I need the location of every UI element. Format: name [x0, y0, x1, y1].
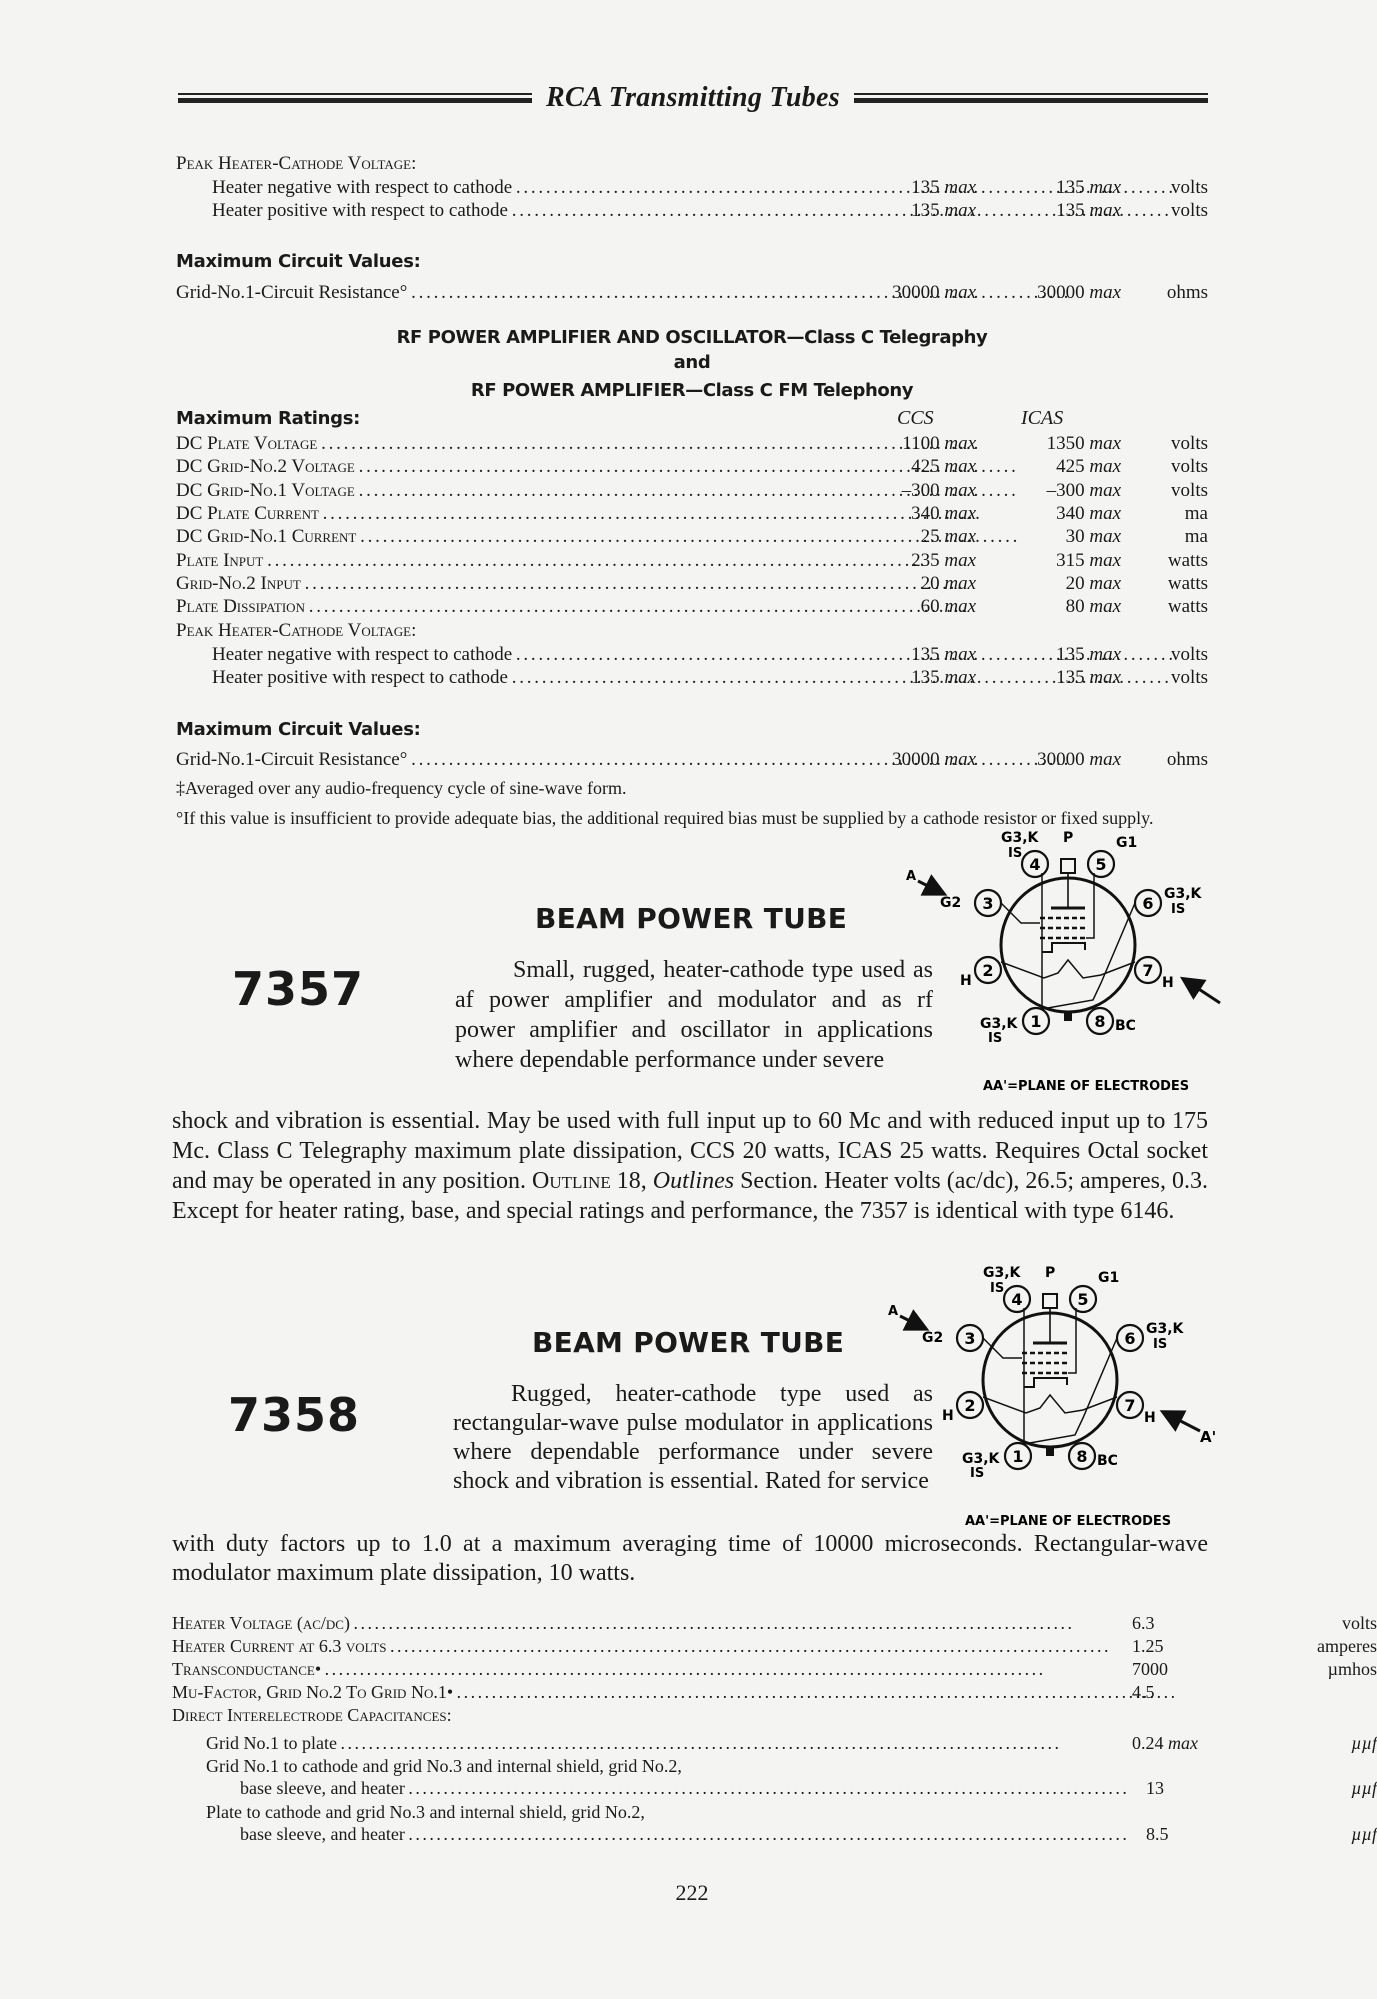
label-bc: BC	[1097, 1453, 1118, 1469]
pin-2	[975, 957, 1001, 983]
arrow-a	[900, 1316, 924, 1328]
table-row	[176, 572, 1208, 595]
peak-heading: Peak Heater-Cathode Voltage:	[176, 620, 417, 641]
ccs-value: 20 max	[920, 572, 976, 594]
unit: watts	[1167, 596, 1208, 618]
icas-value: 1350 max	[1046, 433, 1121, 454]
spec-value: 4.5	[1132, 1682, 1155, 1702]
icas-value: 340 max	[1056, 502, 1121, 524]
table-row	[176, 525, 1208, 548]
spec-value: 7000	[1132, 1659, 1168, 1679]
label-is-pin1: IS	[988, 1031, 1003, 1046]
table-row: Heater negative with respect to cathode . . . 135 max 135 max volts	[176, 176, 1208, 199]
svg-text:1: 1	[1012, 1447, 1024, 1466]
column-header-icas: ICAS	[1021, 407, 1064, 429]
table-row: Grid-No.1-Circuit Resistance° . . . 30000 max 30000 max ohms	[176, 281, 1208, 304]
capacitance-row-line1: Grid No.1 to cathode and grid No.3 and internal shield, grid No.2,	[206, 1756, 682, 1776]
arrow-a-prime	[1185, 980, 1220, 1003]
label-h-pin2: H	[960, 973, 972, 989]
label-g1: G1	[1098, 1270, 1120, 1286]
pin-7	[1117, 1392, 1143, 1418]
pin-1	[1005, 1443, 1031, 1469]
capacitance-row-line2: base sleeve, and heater . . . 13 µµf	[172, 1777, 1208, 1799]
pin-4	[1004, 1286, 1030, 1312]
rating-label: Plate Input . . .	[176, 549, 812, 572]
icas-value: 425 max	[1056, 456, 1121, 478]
table-row	[176, 455, 1208, 478]
label-plate: P	[1045, 1265, 1056, 1281]
ratings-heading: Maximum Ratings:	[176, 408, 361, 429]
rf-section-title-3: RF POWER AMPLIFIER—Class C FM Telephony	[470, 380, 914, 401]
label-g3k-pin6: G3,K	[1146, 1321, 1184, 1337]
tube-7357-number: 7357	[232, 962, 365, 1016]
running-header	[178, 78, 1208, 118]
svg-text:4: 4	[1011, 1290, 1023, 1309]
tube-7357-base-diagram	[900, 830, 1240, 1100]
pin-5	[1088, 851, 1114, 877]
svg-text:2: 2	[964, 1396, 976, 1415]
label-g3k-pin6: G3,K	[1164, 886, 1202, 902]
capacitance-row: Grid No.1 to plate . . . 0.24 max µµf	[172, 1732, 1208, 1754]
svg-text:6: 6	[1142, 894, 1154, 913]
spec-value: 6.3	[1132, 1613, 1155, 1633]
tube-7358-body: with duty factors up to 1.0 at a maximum averaging time of 10000 microseconds. Rectangular-wave modulator maximum plate dissipation, 10 watts.	[172, 1531, 1208, 1586]
svg-text:3: 3	[964, 1329, 976, 1348]
label-a: A	[888, 1304, 899, 1319]
header-rule-right	[854, 93, 1208, 103]
unit: volts	[1171, 479, 1208, 501]
table-row: Grid-No.1-Circuit Resistance° . . . 30000 max 30000 max ohms	[176, 748, 1208, 771]
table-row	[176, 479, 1208, 502]
spec-row	[172, 1612, 1377, 1634]
svg-text:7: 7	[1124, 1396, 1136, 1415]
tube-7358-title: BEAM POWER TUBE	[532, 1326, 845, 1359]
rf-section-title-1: RF POWER AMPLIFIER AND OSCILLATOR—Class C Telegraphy	[396, 327, 988, 348]
spec-label: Mu-Factor, Grid No.2 To Grid No.1• . . .	[172, 1681, 948, 1703]
spec-row	[172, 1635, 1377, 1657]
rating-label: DC Grid-No.1 Voltage . . .	[176, 479, 812, 502]
unit: watts	[1167, 549, 1208, 571]
rating-label: Plate Dissipation . . .	[176, 595, 812, 618]
table-row	[176, 549, 1208, 572]
unit: ma	[1184, 526, 1208, 548]
key	[1064, 1013, 1072, 1021]
rating-label: DC Plate Current . . .	[176, 502, 812, 525]
header-title: RCA Transmitting Tubes	[546, 82, 840, 113]
svg-text:7: 7	[1142, 961, 1154, 980]
tube-7357-title: BEAM POWER TUBE	[535, 902, 848, 935]
label-is-pin1: IS	[970, 1466, 985, 1481]
peak-heading: Peak Heater-Cathode Voltage:	[176, 153, 417, 174]
diagram-caption: AA'=PLANE OF ELECTRODES	[983, 1079, 1190, 1094]
label-g2: G2	[940, 895, 962, 911]
pin-8	[1069, 1443, 1095, 1469]
spec-label: Heater Voltage (ac/dc) . . .	[172, 1612, 948, 1634]
tube-7357-intro: Small, rugged, heater-cathode type used as af power amplifier and modulator and as rf power amplifier and oscillator in applications where dependable performance under severe	[455, 957, 933, 1073]
pin-1	[1023, 1008, 1049, 1034]
tube-7358-intro: Rugged, heater-cathode type used as rectangular-wave pulse modulator in applications where dependable performance under severe shock and vibration is essential. Rated for service	[453, 1381, 933, 1494]
ccs-value: 235 max	[911, 549, 976, 571]
svg-text:1: 1	[1030, 1012, 1042, 1031]
label-g1: G1	[1116, 835, 1138, 851]
label-g3k-pin4: G3,K	[983, 1265, 1021, 1281]
pin-4	[1022, 851, 1048, 877]
ccs-value: 25 max	[920, 526, 976, 548]
table-row: Heater positive with respect to cathode . . . 135 max 135 max volts	[176, 666, 1208, 689]
spec-label: Heater Current at 6.3 volts . . .	[172, 1635, 948, 1657]
pin-7	[1135, 957, 1161, 983]
rating-label: DC Grid-No.2 Voltage . . .	[176, 455, 812, 478]
svg-text:4: 4	[1029, 855, 1041, 874]
spec-unit: µmhos	[1327, 1659, 1377, 1679]
spec-row	[172, 1681, 1208, 1703]
pin-5	[1070, 1286, 1096, 1312]
rf-section-title-2: and	[673, 352, 711, 373]
table-row	[176, 502, 1208, 525]
plate-cap	[1043, 1294, 1057, 1308]
svg-text:8: 8	[1094, 1012, 1106, 1031]
label-h-pin2: H	[942, 1408, 954, 1424]
pin-3	[975, 890, 1001, 916]
label-g2: G2	[922, 1330, 944, 1346]
rating-label: Grid-No.2 Input . . .	[176, 572, 812, 595]
label-h-pin7: H	[1144, 1410, 1156, 1426]
spec-value: 1.25	[1132, 1636, 1164, 1656]
rating-label: DC Grid-No.1 Current . . .	[176, 525, 812, 548]
key	[1046, 1448, 1054, 1456]
unit: watts	[1167, 572, 1208, 594]
unit: ma	[1184, 502, 1208, 524]
pin-2	[957, 1392, 983, 1418]
capacitance-row-line1: Plate to cathode and grid No.3 and internal shield, grid No.2,	[206, 1802, 645, 1822]
label-is-pin6: IS	[1153, 1337, 1168, 1352]
ccs-value: 425 max	[911, 456, 976, 478]
svg-text:2: 2	[982, 961, 994, 980]
capacitances-heading: Direct Interelectrode Capacitances:	[172, 1705, 452, 1725]
svg-text:5: 5	[1077, 1290, 1089, 1309]
svg-text:6: 6	[1124, 1329, 1136, 1348]
pin-8	[1087, 1008, 1113, 1034]
capacitance-row-line2: base sleeve, and heater . . . 8.5 µµf	[172, 1823, 1208, 1845]
icas-value: 80 max	[1065, 596, 1121, 618]
svg-text:5: 5	[1095, 855, 1107, 874]
label-is-pin6: IS	[1171, 902, 1186, 917]
table-row	[176, 432, 1208, 455]
rating-label: DC Plate Voltage . . .	[176, 432, 812, 455]
unit: volts	[1171, 433, 1208, 454]
tube-7358-number: 7358	[228, 1388, 361, 1442]
label-g3k-pin1: G3,K	[980, 1016, 1018, 1032]
pin-6	[1135, 890, 1161, 916]
label-g3k-pin1: G3,K	[962, 1451, 1000, 1467]
ccs-value: 1100 max	[902, 433, 976, 454]
circuit-heading: Maximum Circuit Values:	[176, 719, 421, 740]
plate-cap	[1061, 859, 1075, 873]
ccs-value: 340 max	[911, 502, 976, 524]
ccs-value: 60 max	[920, 596, 976, 618]
pin-6	[1117, 1325, 1143, 1351]
column-header-ccs: CCS	[897, 407, 934, 429]
footnote-bias: °If this value is insufficient to provide adequate bias, the additional required bias must be supplied by a cathode resistor or fixed supply.	[176, 808, 1154, 828]
footnote-averaged: ‡Averaged over any audio-frequency cycle of sine-wave form.	[176, 778, 627, 798]
arrow-a-prime	[1165, 1413, 1200, 1431]
tube-7357-body: shock and vibration is essential. May be used with full input up to 60 Mc and with reduced input up to 175 Mc. Class C Telegraphy maximum plate dissipation, CCS 20 watts, ICAS 25 watts. Requires Octal socket and may be operated in any position. Outline 18, Outlines Section. Heater volts (ac/dc), 26.5; amperes, 0.3. Except for heater rating, base, and special ratings and performance, the 7357 is identical with type 6146.	[172, 1108, 1208, 1224]
label-a-prime: A'	[1200, 1428, 1217, 1446]
circuit-heading: Maximum Circuit Values:	[176, 251, 421, 272]
label-a: A	[906, 869, 917, 884]
pin-3	[957, 1325, 983, 1351]
icas-value: –300 max	[1046, 479, 1121, 501]
table-row: Heater negative with respect to cathode . . . 135 max 135 max volts	[176, 643, 1208, 666]
arrow-a	[918, 881, 942, 893]
spec-label: Transconductance• . . .	[172, 1658, 948, 1680]
svg-text:8: 8	[1076, 1447, 1088, 1466]
header-rule-left	[178, 93, 532, 103]
unit: volts	[1171, 456, 1208, 478]
label-is-pin4: IS	[990, 1281, 1005, 1296]
label-g3k-pin4: G3,K	[1001, 830, 1039, 846]
spec-row	[172, 1658, 1377, 1680]
diagram-caption: AA'=PLANE OF ELECTRODES	[965, 1514, 1172, 1529]
label-h-pin7: H	[1162, 975, 1174, 991]
tube-7358-base-diagram	[880, 1265, 1240, 1540]
table-row	[176, 595, 1208, 618]
spec-unit: volts	[1341, 1613, 1377, 1633]
ccs-value: –300 max	[901, 479, 976, 501]
icas-value: 315 max	[1056, 549, 1121, 571]
icas-value: 20 max	[1065, 572, 1121, 594]
label-plate: P	[1063, 830, 1074, 846]
label-bc: BC	[1115, 1018, 1136, 1034]
svg-text:3: 3	[982, 894, 994, 913]
label-is-pin4: IS	[1008, 846, 1023, 861]
spec-unit: amperes	[1317, 1636, 1377, 1656]
icas-value: 30 max	[1065, 526, 1121, 548]
page-number: 222	[675, 1880, 709, 1905]
table-row: Heater positive with respect to cathode . . . 135 max 135 max volts	[176, 199, 1208, 222]
